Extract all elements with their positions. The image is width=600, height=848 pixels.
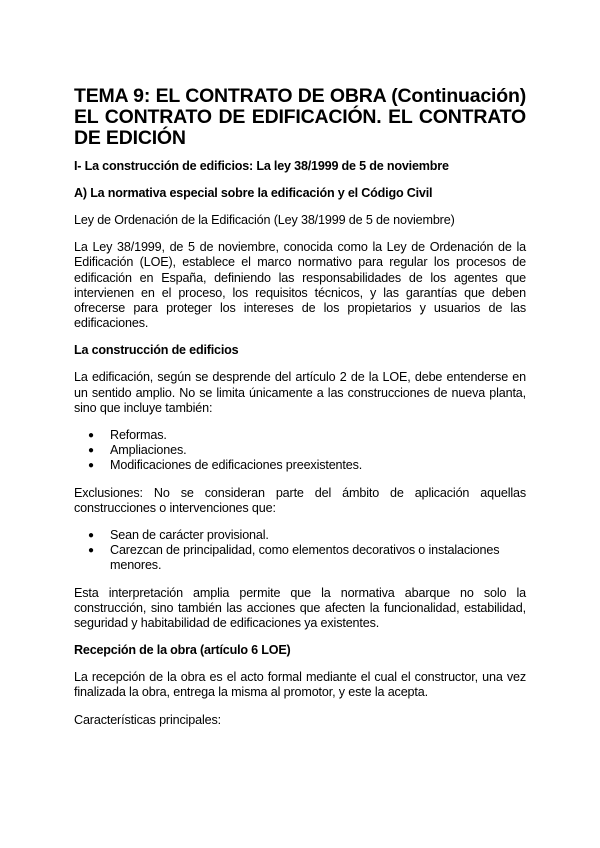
list-item-text: Modificaciones de edificaciones preexistentes. — [110, 458, 363, 473]
bullet-icon: ● — [88, 460, 94, 472]
list-item-text: Ampliaciones. — [110, 443, 187, 458]
exclusions-paragraph: Exclusiones: No se consideran parte del ámbito de aplicación aquellas construcciones o intervenciones que: — [74, 485, 526, 515]
list-item — [84, 543, 526, 573]
construccion-paragraph: La edificación, según se desprende del artículo 2 de la LOE, debe entenderse en un sentido amplio. No se limita únicamente a las construcciones de nueva planta, sino que incluye también: — [74, 370, 526, 415]
recepcion-paragraph: La recepción de la obra es el acto formal mediante el cual el constructor, una vez finalizada la obra, entrega la misma al promotor, y este la acepta. — [74, 670, 526, 700]
inclusions-list — [74, 428, 526, 474]
recepcion-heading: Recepción de la obra (artículo 6 LOE) — [74, 643, 291, 658]
list-item — [84, 458, 526, 473]
intro-paragraph: La Ley 38/1999, de 5 de noviembre, conocida como la Ley de Ordenación de la Edificación (LOE), establece el marco normativo para regular los procesos de edificación en España, definiendo las responsabilidades de los agentes que intervienen en el proceso, los requisitos técnicos, y las garantías que deben ofrecerse para proteger los intereses de los propietarios y usuarios de las edificaciones. — [74, 240, 526, 331]
list-item — [84, 428, 526, 443]
document-page — [74, 86, 526, 740]
section-heading: I- La construcción de edificios: La ley 38/1999 de 5 de noviembre — [74, 159, 449, 173]
exclusions-list — [74, 528, 526, 574]
bullet-icon: ● — [88, 430, 94, 442]
law-name-paragraph: Ley de Ordenación de la Edificación (Ley 38/1999 de 5 de noviembre) — [74, 213, 455, 227]
closing-paragraph: Esta interpretación amplia permite que la normativa abarque no solo la construcción, sino también las acciones que afecten la funcionalidad, estabilidad, seguridad y habitabilidad de edificaciones ya existentes. — [74, 585, 526, 631]
list-item-text: Reformas. — [110, 428, 167, 443]
bullet-icon: ● — [88, 545, 94, 557]
list-item-text: Sean de carácter provisional. — [110, 528, 269, 543]
list-item-text: Carezcan de principalidad, como elementos decorativos o instalaciones menores. — [110, 543, 500, 573]
list-item — [84, 528, 526, 543]
features-label: Características principales: — [74, 712, 221, 727]
document-title: TEMA 9: EL CONTRATO DE OBRA (Continuación) EL CONTRATO DE EDIFICACIÓN. EL CONTRATO DE EDICIÓN — [74, 85, 526, 149]
bullet-icon: ● — [88, 445, 94, 457]
subsection-heading: A) La normativa especial sobre la edificación y el Código Civil — [74, 186, 433, 200]
construccion-heading: La construcción de edificios — [74, 343, 239, 358]
list-item — [84, 443, 526, 458]
bullet-icon: ● — [88, 530, 94, 542]
